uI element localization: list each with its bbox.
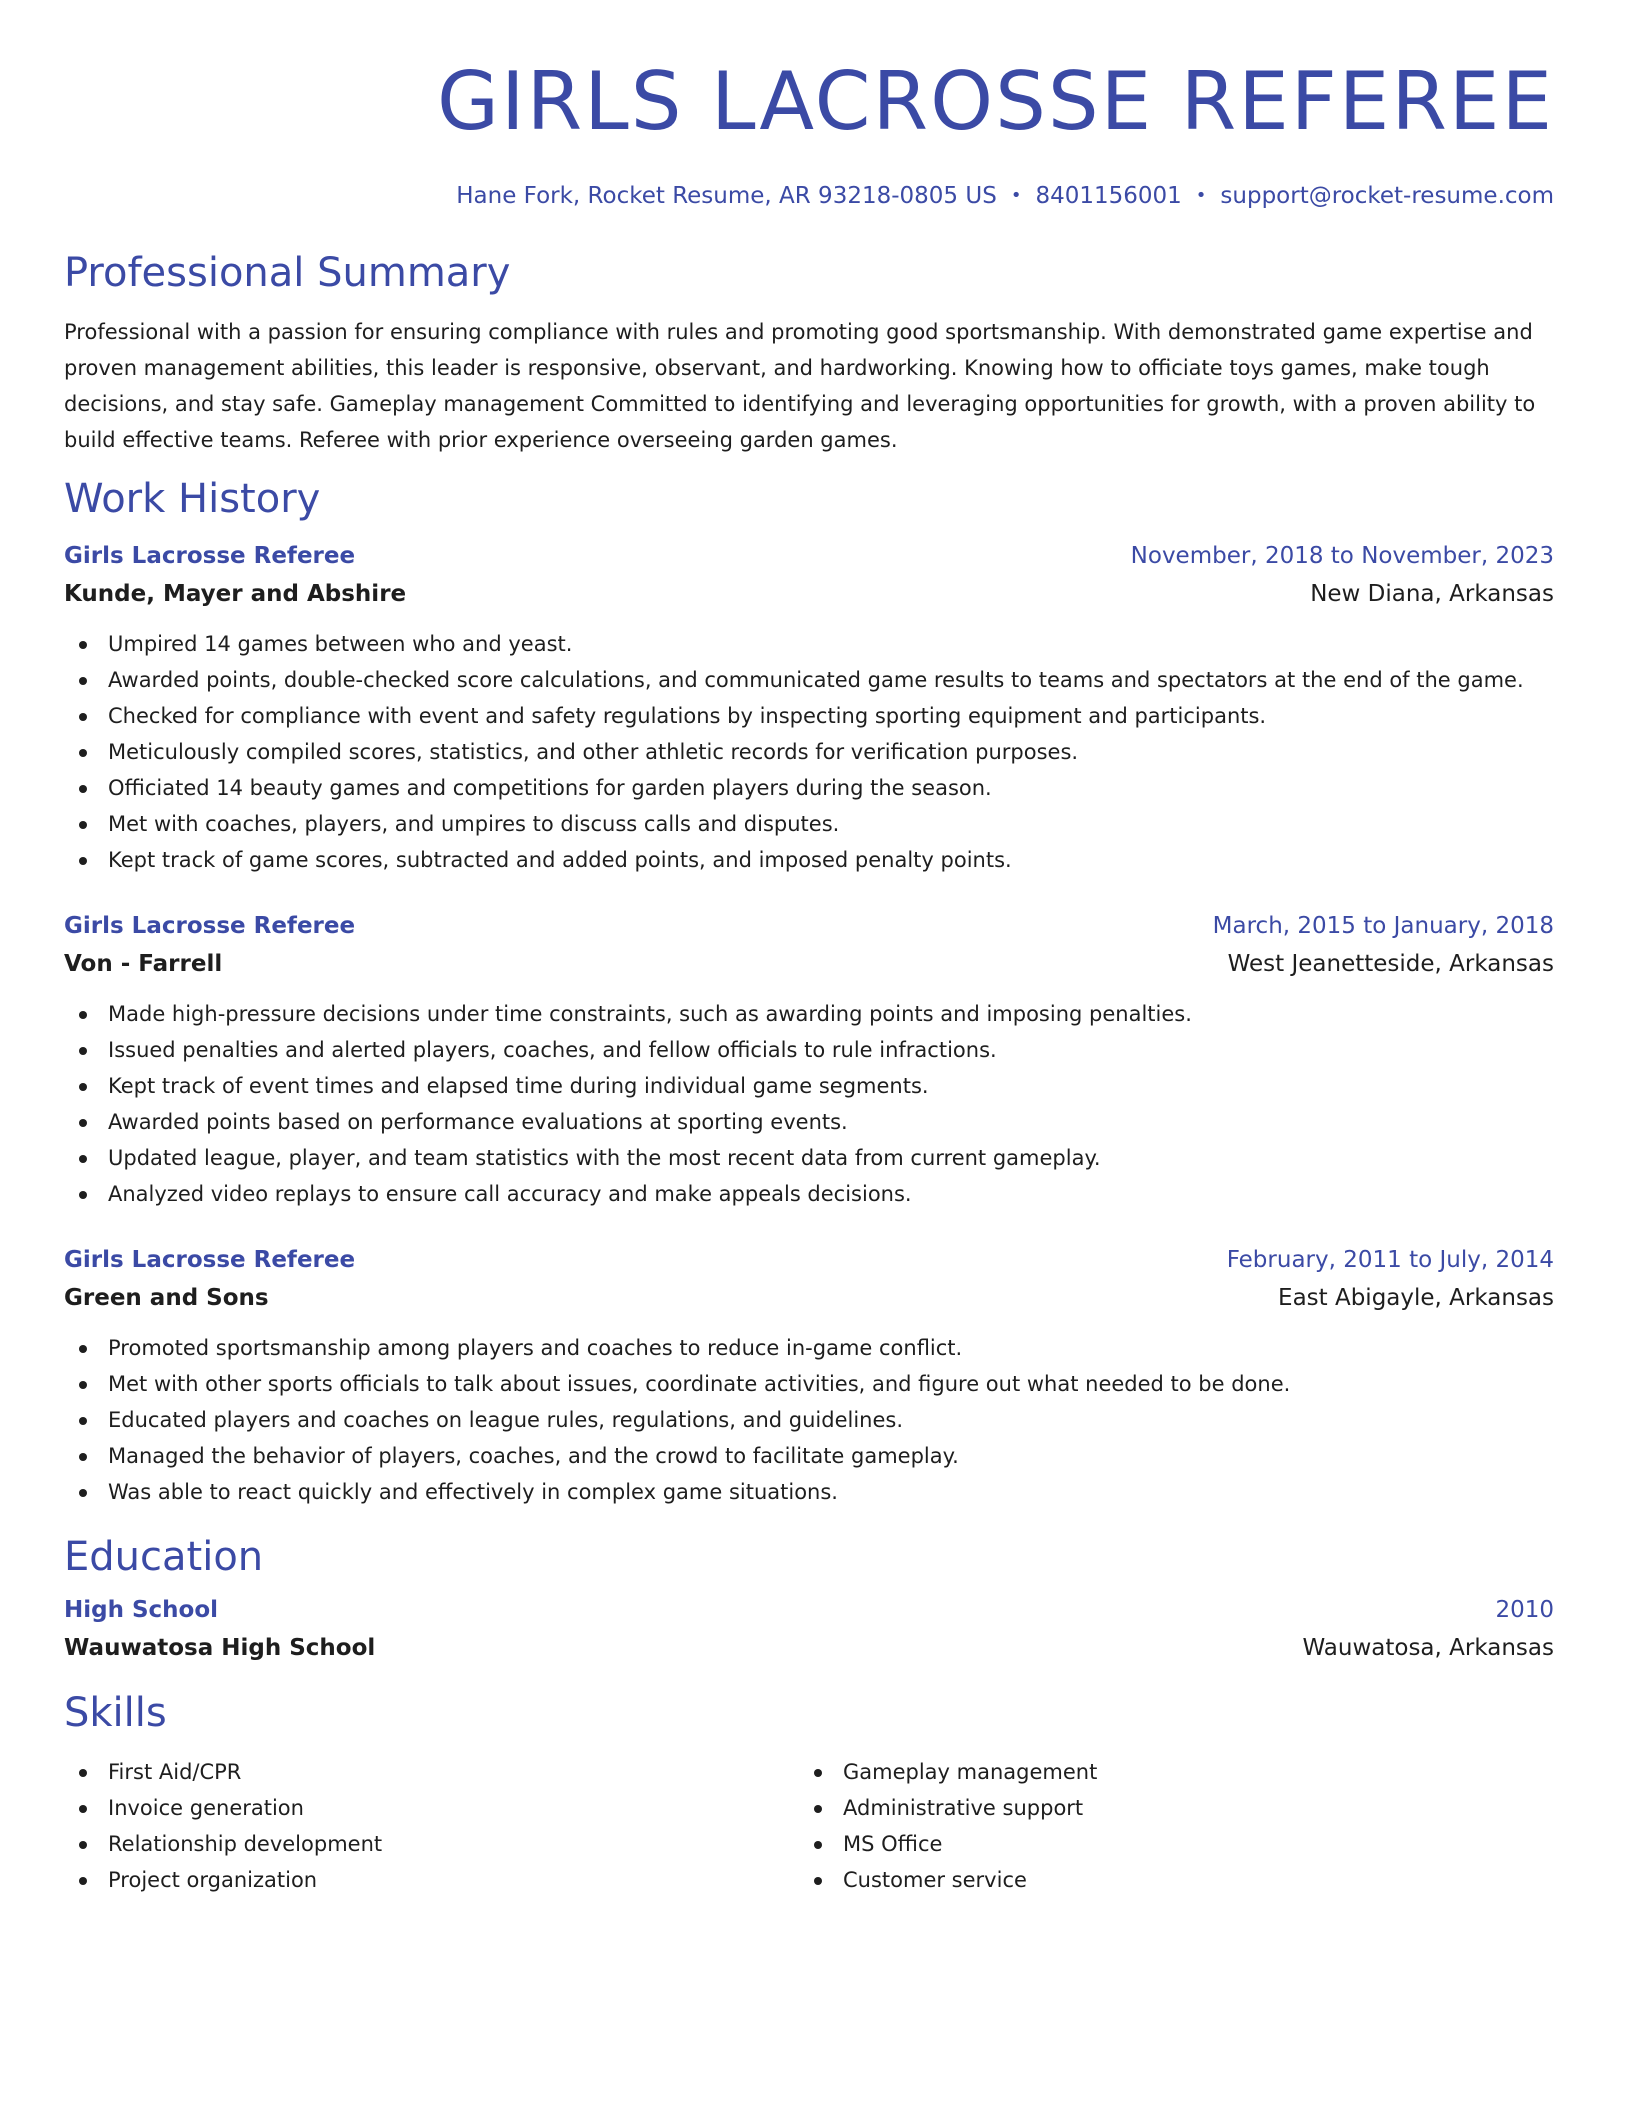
- job-title: Girls Lacrosse Referee: [64, 543, 356, 569]
- job-employer: Von - Farrell: [64, 951, 223, 977]
- job-bullet: Officiated 14 beauty games and competitions for garden players during the season.: [64, 770, 1554, 806]
- job-title: Girls Lacrosse Referee: [64, 913, 356, 939]
- job-location: East Abigayle, Arkansas: [1278, 1285, 1554, 1311]
- skills-list: [64, 1754, 1554, 1898]
- job-bullet: Met with coaches, players, and umpires to discuss calls and disputes.: [64, 806, 1554, 842]
- job-bullet: Made high-pressure decisions under time constraints, such as awarding points and imposing penalties.: [64, 996, 1554, 1032]
- education-entry: [64, 1592, 1554, 1666]
- job-bullet: Analyzed video replays to ensure call accuracy and make appeals decisions.: [64, 1176, 1554, 1212]
- job-bullet: Umpired 14 games between who and yeast.: [64, 626, 1554, 662]
- job-entry: [64, 538, 1554, 878]
- resume-page: [64, 0, 1554, 1898]
- contact-email: support@rocket-resume.com: [1220, 183, 1554, 209]
- resume-name: GIRLS LACROSSE REFEREE: [436, 55, 1554, 148]
- job-entry: [64, 1242, 1554, 1510]
- job-bullet: Met with other sports officials to talk about issues, coordinate activities, and figure out what needed to be done.: [64, 1366, 1554, 1402]
- education-school: Wauwatosa High School: [64, 1635, 376, 1661]
- section-title-education: Education: [64, 1534, 264, 1580]
- job-bullet: Issued penalties and alerted players, coaches, and fellow officials to rule infractions.: [64, 1032, 1554, 1068]
- job-employer: Kunde, Mayer and Abshire: [64, 581, 407, 607]
- education-location: Wauwatosa, Arkansas: [1302, 1635, 1554, 1661]
- job-bullet: Meticulously compiled scores, statistics, and other athletic records for verification purposes.: [64, 734, 1554, 770]
- job-entry: [64, 908, 1554, 1212]
- job-employer: Green and Sons: [64, 1285, 269, 1311]
- skill-item: Relationship development: [64, 1826, 799, 1862]
- job-location: West Jeanetteside, Arkansas: [1227, 951, 1554, 977]
- skills-column-right: [799, 1754, 1534, 1898]
- skill-item: Gameplay management: [799, 1754, 1534, 1790]
- section-title-summary: Professional Summary: [64, 250, 511, 296]
- job-dates: February, 2011 to July, 2014: [1226, 1247, 1554, 1273]
- job-bullets: [64, 626, 1554, 878]
- skill-item: Invoice generation: [64, 1790, 799, 1826]
- contact-separator: •: [1010, 185, 1022, 206]
- job-bullet: Awarded points based on performance evaluations at sporting events.: [64, 1104, 1554, 1140]
- skills-column-left: [64, 1754, 799, 1898]
- skill-item: Customer service: [799, 1862, 1534, 1898]
- job-location: New Diana, Arkansas: [1310, 581, 1554, 607]
- contact-line: [64, 180, 1554, 212]
- job-bullet: Kept track of event times and elapsed time during individual game segments.: [64, 1068, 1554, 1104]
- job-bullet: Updated league, player, and team statistics with the most recent data from current gameplay.: [64, 1140, 1554, 1176]
- job-bullet: Promoted sportsmanship among players and coaches to reduce in-game conflict.: [64, 1330, 1554, 1366]
- job-bullet: Kept track of game scores, subtracted and added points, and imposed penalty points.: [64, 842, 1554, 878]
- section-title-skills: Skills: [64, 1690, 167, 1736]
- skill-item: Administrative support: [799, 1790, 1534, 1826]
- contact-separator: •: [1195, 185, 1207, 206]
- job-dates: November, 2018 to November, 2023: [1130, 543, 1554, 569]
- job-bullet: Managed the behavior of players, coaches, and the crowd to facilitate gameplay.: [64, 1438, 1554, 1474]
- education-year: 2010: [1495, 1597, 1554, 1623]
- section-title-work-history: Work History: [64, 476, 321, 522]
- contact-phone: 8401156001: [1035, 183, 1182, 209]
- contact-address: Hane Fork, Rocket Resume, AR 93218-0805 US: [456, 183, 997, 209]
- summary-text: Professional with a passion for ensuring compliance with rules and promoting good sportsmanship. With demonstrated game expertise and proven management abilities, this leader is responsive, observant, and hardworking. Knowing how to officiate toys games, make tough decisions, and stay safe. Gameplay management Committed to identifying and leveraging opportunities for growth, with a proven ability to build effective teams. Referee with prior experience overseeing garden games.: [64, 320, 1536, 452]
- job-dates: March, 2015 to January, 2018: [1212, 913, 1554, 939]
- job-bullet: Checked for compliance with event and safety regulations by inspecting sporting equipment and participants.: [64, 698, 1554, 734]
- skill-item: First Aid/CPR: [64, 1754, 799, 1790]
- job-bullet: Awarded points, double-checked score calculations, and communicated game results to teams and spectators at the end of the game.: [64, 662, 1554, 698]
- job-title: Girls Lacrosse Referee: [64, 1247, 356, 1273]
- job-bullets: [64, 1330, 1554, 1510]
- job-bullet: Was able to react quickly and effectively in complex game situations.: [64, 1474, 1554, 1510]
- skill-item: Project organization: [64, 1862, 799, 1898]
- job-bullets: [64, 996, 1554, 1212]
- skill-item: MS Office: [799, 1826, 1534, 1862]
- education-degree: High School: [64, 1597, 219, 1623]
- job-bullet: Educated players and coaches on league rules, regulations, and guidelines.: [64, 1402, 1554, 1438]
